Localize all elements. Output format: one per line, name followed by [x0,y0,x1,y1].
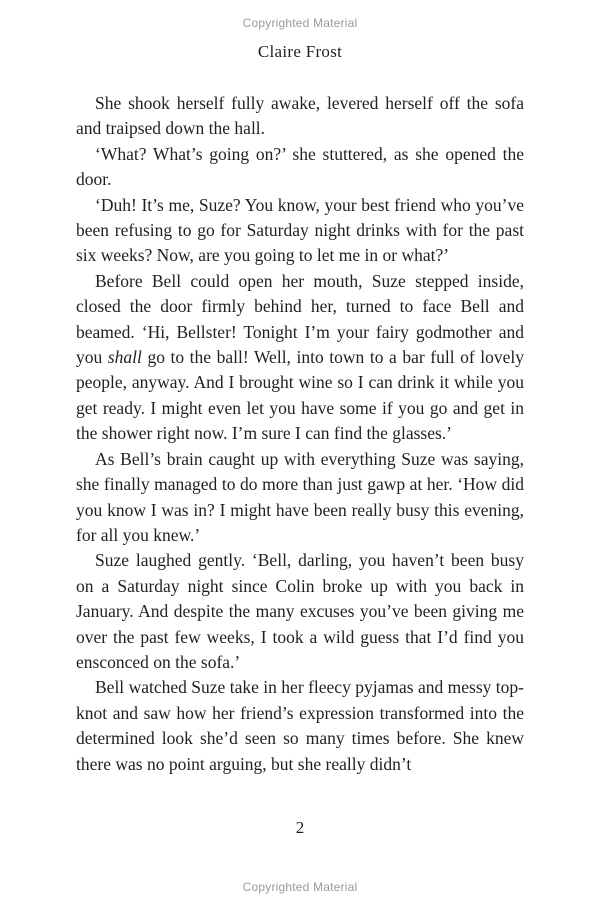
paragraph-4-after: go to the ball! Well, into town to a bar full of lovely people, anyway. And I brought wine so I can drink it while you get ready. I might even let you have some if you go and get in the shower right now. I’m sure I can find the glasses.’ [76,347,525,444]
paragraph-5: As Bell’s brain caught up with everything Suze was saying, she finally managed to do more than just gawp at her. ‘How did you know I was in? I might have been really busy this evening, for all you knew.’ [76,448,524,545]
body-text [76,91,524,777]
paragraph-3: ‘Duh! It’s me, Suze? You know, your best friend who you’ve been refusing to go for Saturday night drinks with for the past six weeks? Now, are you going to let me in or what?’ [76,194,524,266]
emphasis-shall: shall [107,347,142,368]
paragraph-4-before: Before Bell could open her mouth, Suze stepped inside, closed the door firmly behind her, turned to face Bell and beamed. ‘Hi, Bellster! Tonight I’m your fairy godmother and you [76,270,524,368]
paragraph-2: ‘What? What’s going on?’ she stuttered, as she opened the door. [76,143,524,190]
copyright-watermark-top: Copyrighted Material [242,16,358,30]
paragraph-7: Bell watched Suze take in her fleecy pyjamas and messy top-knot and saw how her friend’s expression transformed into the determined look she’d seen so many times before. She knew there was no point arguing, but she really didn’t [76,677,524,774]
running-head-author: Claire Frost [257,42,343,61]
copyright-watermark-bottom: Copyrighted Material [242,880,358,894]
paragraph-1: She shook herself fully awake, levered herself off the sofa and traipsed down the hall. [76,93,524,139]
page-number: 2 [295,818,305,837]
paragraph-6: Suze laughed gently. ‘Bell, darling, you haven’t been busy on a Saturday night since Colin broke up with you back in January. And despite the many excuses you’ve been giving me over the past few weeks, I took a wild guess that I’d find you ensconced on the sofa.’ [76,550,524,672]
paragraph-4 [76,269,524,447]
